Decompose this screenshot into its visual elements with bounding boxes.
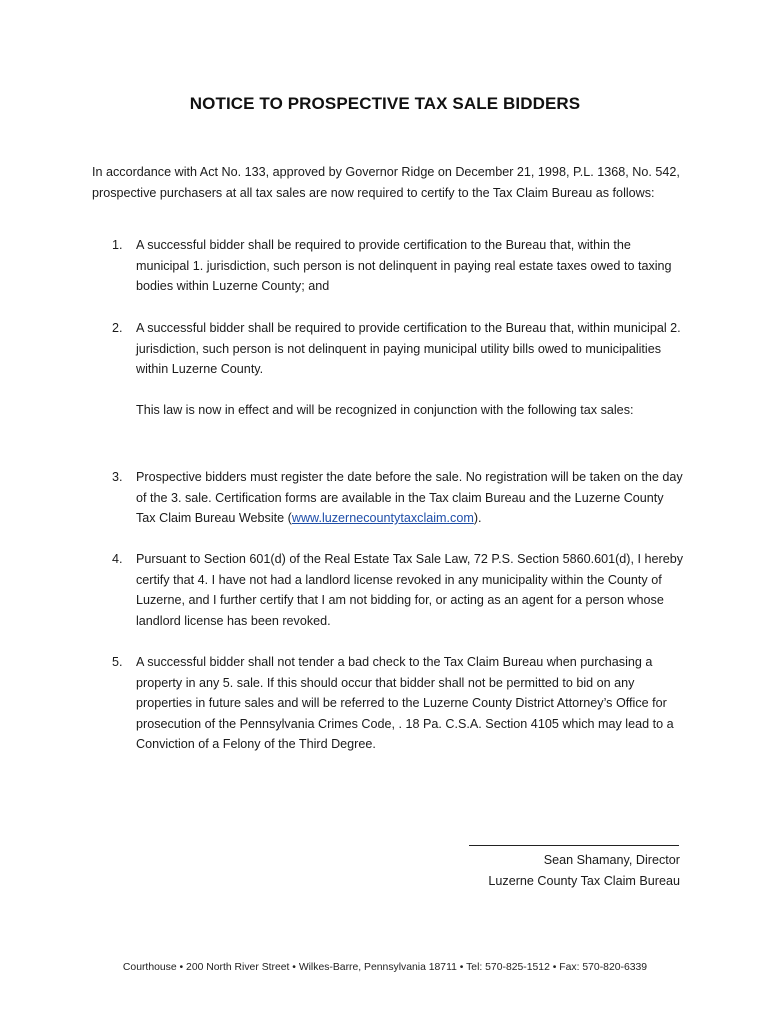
intro-paragraph: In accordance with Act No. 133, approved by Governor Ridge on December 21, 1998, P.L. 1368, No. 542, prospective purchasers at all tax sales are now required to certify to the Tax Claim Bureau as follows: (92, 165, 680, 200)
list-item-1 (112, 235, 686, 297)
footer-address: Courthouse • 200 North River Street • Wilkes-Barre, Pennsylvania 18711 • Tel: 570-825-1512 • Fax: 570-820-6339 (122, 962, 648, 973)
list-text-after: ). (473, 511, 482, 525)
list-text: A successful bidder shall be required to provide certification to the Bureau that, within municipal 2. jurisdiction, such person is not delinquent in paying municipal utility bills owed to municipalities within Luzerne County. (136, 321, 681, 376)
signature-line (469, 845, 679, 846)
list-item-5 (112, 652, 686, 755)
list-text-before: Prospective bidders must register the date before the sale. No registration will be taken on the day of the 3. sale. Certification forms are available in the Tax claim Bureau and the Luzerne County Tax Claim Bureau Website ( (136, 470, 683, 525)
list-text: Pursuant to Section 601(d) of the Real Estate Tax Sale Law, 72 P.S. Section 5860.601(d), I hereby certify that 4. I have not had a landlord license revoked in any municipality within the County of Luzerne, and I further certify that I am not bidding for, or acting as an agent for a person whose landlord license has been revoked. (136, 552, 684, 628)
list-item-3 (112, 467, 686, 529)
list-item-2 (112, 318, 686, 380)
list-item-4 (112, 549, 686, 631)
list-number: 5. (112, 655, 123, 669)
list-text (136, 467, 686, 529)
signature-block (420, 850, 680, 891)
list-text: A successful bidder shall be required to provide certification to the Bureau that, within the municipal 1. jurisdiction, such person is not delinquent in paying real estate taxes owed to taxing bodies within Luzerne County; and (136, 238, 672, 293)
document-title: NOTICE TO PROSPECTIVE TAX SALE BIDDERS (189, 94, 581, 113)
list-number: 1. (112, 238, 123, 252)
list-number: 2. (112, 321, 123, 335)
signer-organization: Luzerne County Tax Claim Bureau (488, 873, 680, 888)
list-number: 4. (112, 552, 123, 566)
list-number: 3. (112, 470, 123, 484)
signer-name: Sean Shamany, Director (543, 853, 680, 867)
law-effect-note: This law is now in effect and will be recognized in conjunction with the following tax sales: (136, 403, 634, 417)
website-link[interactable]: www.luzernecountytaxclaim.com (291, 511, 474, 525)
list-text: A successful bidder shall not tender a bad check to the Tax Claim Bureau when purchasing a property in any 5. sale. If this should occur that bidder shall not be permitted to bid on any properties in future sales and will be referred to the Luzerne County District Attorney’s Office for prosecution of the Pennsylvania Crimes Code, . 18 Pa. C.S.A. Section 4105 which may lead to a Conviction of a Felony of the Third Degree. (136, 655, 674, 751)
